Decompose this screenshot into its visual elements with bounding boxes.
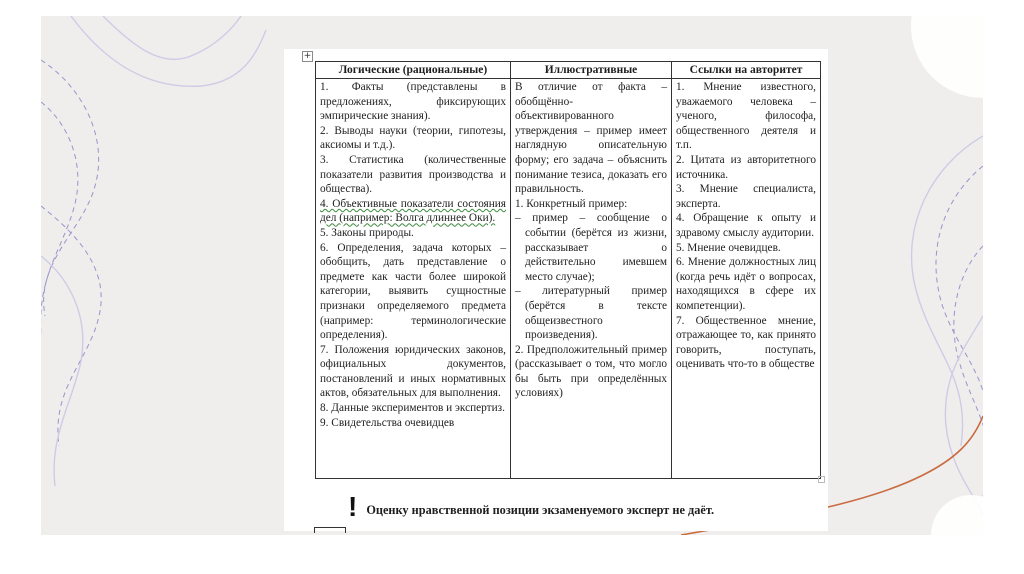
list-item: 5. Законы природы. [320, 226, 414, 239]
list-item: 8. Данные экспериментов и экспертиз. [320, 402, 505, 415]
deco-line-right-4 [945, 316, 983, 516]
deco-corner-circle [911, 16, 983, 98]
list-item: 9. Свидетельства очевидцев [320, 416, 455, 429]
deco-line-left-2 [41, 102, 78, 336]
deco-line-left-6 [41, 256, 83, 486]
deco-line-left-3 [41, 206, 101, 446]
header-authority: Ссылки на авторитет [672, 62, 821, 79]
deco-line-left-5 [71, 16, 266, 86]
list-item: 1. Факты (представлены в предложениях, фиксирующих эмпирические знания). [320, 81, 506, 123]
list-item: 4. Объективные показатели состояния дел (например: Волга длиннее Оки). [320, 197, 506, 225]
list-item: – литературный пример (берётся в тексте общеизвестного произведения). [515, 285, 667, 342]
header-logical: Логические (рациональные) [316, 62, 511, 79]
deco-line-left-1 [41, 60, 99, 316]
list-item: 1. Конкретный пример: [515, 197, 628, 210]
list-item: 1. Мнение известного, уважаемого человека – ученого, философа, общественного деятеля и т.п. [676, 81, 816, 152]
table-resize-handle[interactable] [818, 476, 825, 483]
deco-corner-circle-2 [931, 495, 983, 535]
note-text: Оценку нравственной позиции экзаменуемого эксперт не даёт. [366, 503, 715, 517]
list-item: 4. Обращение к опыту и здравому смыслу аудитории. [676, 212, 816, 239]
cell-illustrative [511, 79, 672, 479]
list-item: 7. Положения юридических законов, официальных документов, постановлений и иных нормативных актов, обязательных для выполнения. [320, 343, 506, 400]
list-item: – пример – сообщение о событии (берётся из жизни, рассказывает о действительно имевшем место случае); [515, 212, 667, 283]
header-illustrative: Иллюстративные [511, 62, 672, 79]
cell-logical [316, 79, 511, 479]
list-item: 2. Цитата из авторитетного источника. [676, 153, 816, 181]
slide [41, 16, 983, 535]
cell-authority [672, 79, 821, 479]
note [348, 491, 715, 522]
deco-line-left-4 [103, 16, 241, 59]
exclamation-icon: ! [348, 491, 358, 522]
arguments-table [315, 61, 821, 479]
list-item: 2. Предположительный пример (рассказывает о том, что могло бы быть при определённых условиях) [515, 343, 667, 400]
deco-line-right-3 [912, 136, 983, 446]
list-item: 3. Мнение специалиста, эксперта. [676, 183, 816, 210]
list-item: 2. Выводы науки (теории, гипотезы, аксиомы и т.д.). [320, 124, 506, 152]
list-item: 5. Мнение очевидцев. [676, 241, 781, 254]
table-header-row [316, 62, 821, 79]
list-item: 6. Определения, задача которых – обобщить, дать представление о предмете как части более широкой категории, выявить сущностные признаки определяемого предмета (например: терминологические определения). [320, 241, 506, 342]
list-item: В отличие от факта – обобщённо-объективированного утверждения – пример имеет наглядную описательную форму; его задача – объяснить понимание тезиса, доказать его правильность. [515, 81, 667, 196]
list-item: 6. Мнение должностных лиц (когда речь идёт о вопросах, находящихся в сфере их компетенции). [676, 256, 816, 312]
next-table-fragment [314, 527, 346, 533]
deco-line-right-1 [936, 166, 983, 446]
deco-line-right-2 [954, 246, 983, 496]
table-move-handle-icon[interactable]: + [303, 51, 312, 61]
list-item: 7. Общественное мнение, отражающее то, как принято говорить, поступать, оценивать что-то в обществе [676, 314, 816, 371]
document-page [284, 49, 828, 531]
table-row [316, 79, 821, 479]
list-item: 3. Статистика (количественные показатели развития производства и общества). [320, 153, 506, 196]
